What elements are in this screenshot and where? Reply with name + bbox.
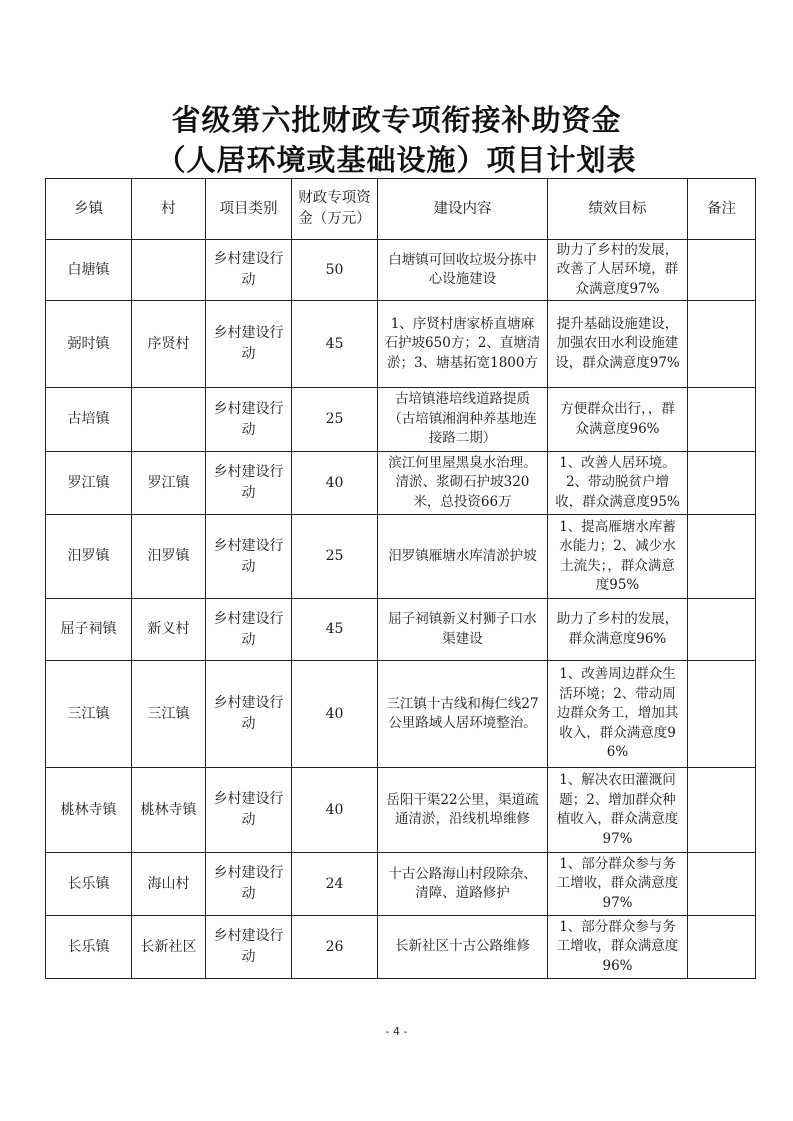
- cell-remarks: [688, 452, 756, 515]
- cell-funds: 50: [292, 240, 378, 301]
- cell-remarks: [688, 599, 756, 661]
- page-title: 省级第六批财政专项衔接补助资金: [171, 103, 622, 137]
- cell-remarks: [688, 853, 756, 916]
- cell-performance: 助力了乡村的发展，群众满意度96%: [548, 599, 688, 661]
- page-subtitle: （人居环境或基础设施）项目计划表: [156, 143, 637, 177]
- cell-performance: 1、改善人居环境。2、带动脱贫户增收，群众满意度95%: [548, 452, 688, 515]
- cell-remarks: [688, 515, 756, 599]
- cell-category: 乡村建设行动: [206, 240, 292, 301]
- header-town: 乡镇: [46, 179, 132, 240]
- cell-performance: 1、提高雁塘水库蓄水能力；2、减少水土流失；，群众满意度95%: [548, 515, 688, 599]
- cell-category: 乡村建设行动: [206, 515, 292, 599]
- table-row: [46, 301, 756, 388]
- table-row: [46, 452, 756, 515]
- header-performance: 绩效目标: [548, 179, 688, 240]
- cell-village: [132, 240, 206, 301]
- cell-remarks: [688, 301, 756, 388]
- cell-town: 罗江镇: [46, 452, 132, 515]
- cell-category: 乡村建设行动: [206, 599, 292, 661]
- table-row: [46, 599, 756, 661]
- cell-performance: 方便群众出行，，群众满意度96%: [548, 388, 688, 452]
- cell-content: 1、序贤村唐家桥直塘麻石护坡650方；2、直塘清淤；3、塘基拓宽1800方: [378, 301, 548, 388]
- cell-category: 乡村建设行动: [206, 661, 292, 768]
- cell-town: 长乐镇: [46, 916, 132, 979]
- cell-performance: 提升基础设施建设，加强农田水利设施建设，群众满意度97%: [548, 301, 688, 388]
- cell-content: 长新社区十古公路维修: [378, 916, 548, 979]
- cell-funds: 40: [292, 768, 378, 853]
- cell-funds: 24: [292, 853, 378, 916]
- cell-town: 三江镇: [46, 661, 132, 768]
- table-row: [46, 768, 756, 853]
- cell-funds: 45: [292, 599, 378, 661]
- cell-funds: 25: [292, 388, 378, 452]
- cell-content: 三江镇十古线和梅仁线27公里路域人居环境整治。: [378, 661, 548, 768]
- cell-village: 新义村: [132, 599, 206, 661]
- table-row: [46, 661, 756, 768]
- cell-remarks: [688, 240, 756, 301]
- cell-village: [132, 388, 206, 452]
- cell-funds: 45: [292, 301, 378, 388]
- cell-content: 岳阳干渠22公里，渠道疏通清淤，沿线机埠维修: [378, 768, 548, 853]
- header-category: 项目类别: [206, 179, 292, 240]
- page-number: - 4 -: [385, 1025, 408, 1038]
- cell-town: 白塘镇: [46, 240, 132, 301]
- cell-remarks: [688, 916, 756, 979]
- cell-village: 桃林寺镇: [132, 768, 206, 853]
- table-row: [46, 515, 756, 599]
- header-village: 村: [132, 179, 206, 240]
- header-remarks: 备注: [688, 179, 756, 240]
- cell-content: 汨罗镇雁塘水库清淤护坡: [378, 515, 548, 599]
- cell-performance: 1、改善周边群众生活环境；2、带动周边群众务工，增加其收入，群众满意度96%: [548, 661, 688, 768]
- cell-village: 三江镇: [132, 661, 206, 768]
- cell-category: 乡村建设行动: [206, 452, 292, 515]
- cell-village: 序贤村: [132, 301, 206, 388]
- table-row: [46, 388, 756, 452]
- cell-remarks: [688, 661, 756, 768]
- table-row: [46, 853, 756, 916]
- cell-content: 古培镇港培线道路提质（古培镇湘润种养基地连接路二期）: [378, 388, 548, 452]
- cell-category: 乡村建设行动: [206, 853, 292, 916]
- table-row: [46, 916, 756, 979]
- cell-town: 古培镇: [46, 388, 132, 452]
- table-row: [46, 240, 756, 301]
- cell-village: 汨罗镇: [132, 515, 206, 599]
- cell-town: 弼时镇: [46, 301, 132, 388]
- header-content: 建设内容: [378, 179, 548, 240]
- cell-category: 乡村建设行动: [206, 301, 292, 388]
- cell-content: 白塘镇可回收垃圾分拣中心设施建设: [378, 240, 548, 301]
- cell-village: 长新社区: [132, 916, 206, 979]
- cell-town: 屈子祠镇: [46, 599, 132, 661]
- header-row: [46, 179, 756, 240]
- cell-remarks: [688, 768, 756, 853]
- cell-town: 汨罗镇: [46, 515, 132, 599]
- cell-performance: 助力了乡村的发展，改善了人居环境，群众满意度97%: [548, 240, 688, 301]
- cell-category: 乡村建设行动: [206, 768, 292, 853]
- cell-funds: 40: [292, 452, 378, 515]
- cell-performance: 1、解决农田灌溉问题；2、增加群众种植收入，群众满意度97%: [548, 768, 688, 853]
- cell-performance: 1、部分群众参与务工增收，群众满意度96%: [548, 916, 688, 979]
- cell-performance: 1、部分群众参与务工增收，群众满意度97%: [548, 853, 688, 916]
- cell-funds: 26: [292, 916, 378, 979]
- cell-village: 海山村: [132, 853, 206, 916]
- cell-funds: 40: [292, 661, 378, 768]
- project-plan-table: [45, 178, 756, 979]
- cell-remarks: [688, 388, 756, 452]
- cell-content: 滨江何里屋黑臭水治理。清淤、浆砌石护坡320米，总投资66万: [378, 452, 548, 515]
- header-funds: 财政专项资金（万元）: [292, 179, 378, 240]
- cell-village: 罗江镇: [132, 452, 206, 515]
- cell-content: 十古公路海山村段除杂、清障、道路修护: [378, 853, 548, 916]
- cell-category: 乡村建设行动: [206, 916, 292, 979]
- cell-category: 乡村建设行动: [206, 388, 292, 452]
- cell-town: 桃林寺镇: [46, 768, 132, 853]
- cell-town: 长乐镇: [46, 853, 132, 916]
- cell-content: 屈子祠镇新义村狮子口水渠建设: [378, 599, 548, 661]
- cell-funds: 25: [292, 515, 378, 599]
